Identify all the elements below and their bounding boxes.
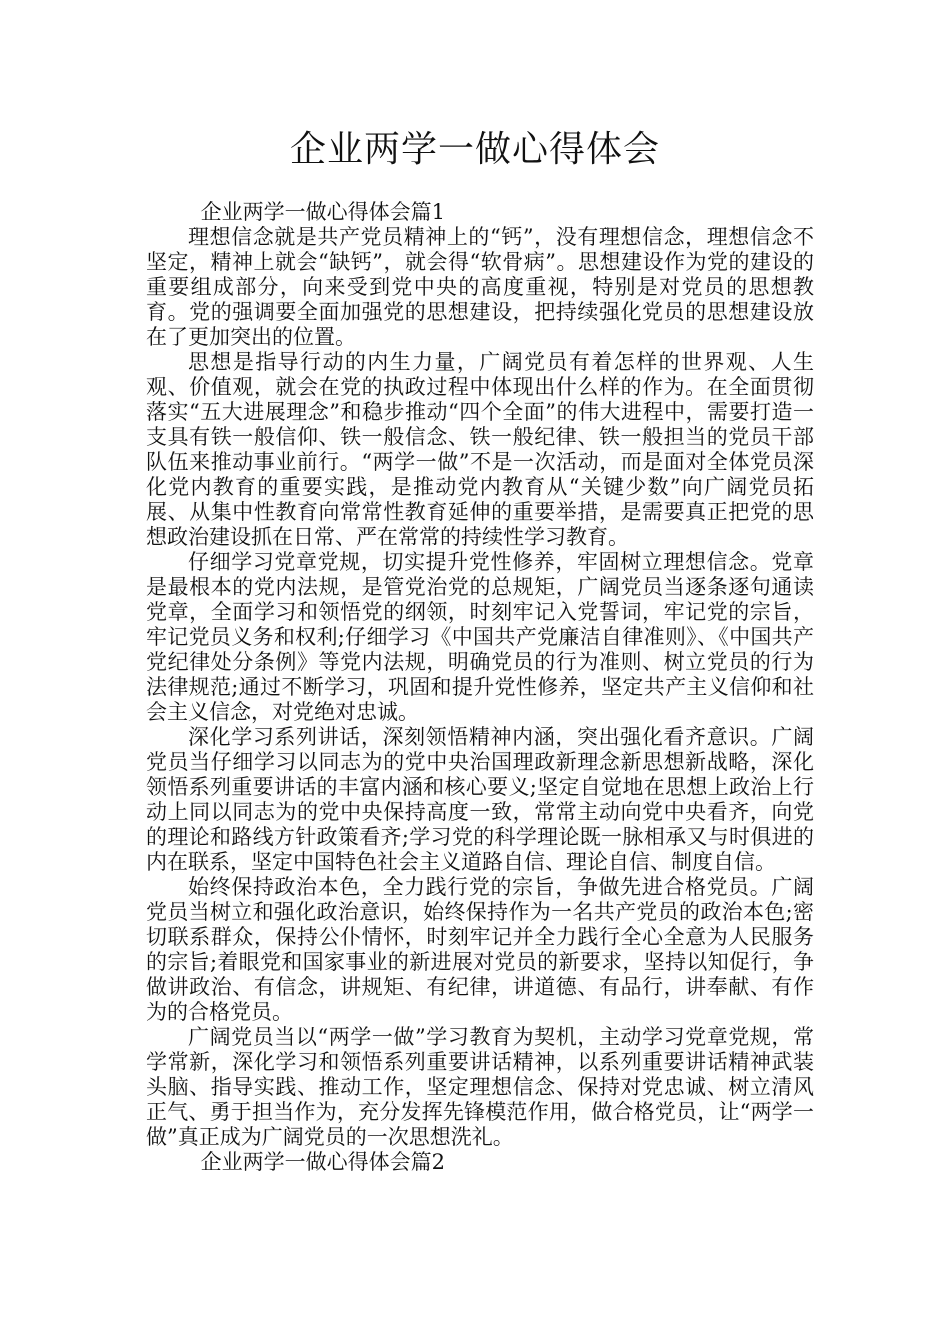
- section-heading-2: 企业两学一做心得体会篇2: [200, 1150, 445, 1174]
- section-heading-1: 企业两学一做心得体会篇1: [200, 200, 445, 224]
- paragraph: 思想是指导行动的内生力量，广阔党员有着怎样的世界观、人生观、价值观，就会在党的执政过程中体现出什么样的作为。在全面贯彻落实“五大进展理念”和稳步推动“四个全面”的伟大进程中，需要打造一支具有铁一般信仰、铁一般信念、铁一般纪律、铁一般担当的党员干部队伍来推动事业前行。“两学一做”不是一次活动，而是面对全体党员深化党内教育的重要实践，是推动党内教育从“关键少数”向广阔党员拓展、从集中性教育向常常性教育延伸的重要举措，是需要真正把党的思想政治建设抓在日常、严在常常的持续性学习教育。: [146, 350, 814, 549]
- paragraph: 仔细学习党章党规，切实提升党性修养，牢固树立理想信念。党章是最根本的党内法规，是管党治党的总规矩，广阔党员当逐条逐句通读党章，全面学习和领悟党的纲领，时刻牢记入党誓词，牢记党的宗旨，牢记党员义务和权利;仔细学习《中国共产党廉洁自律准则》、《中国共产党纪律处分条例》等党内法规，明确党员的行为准则、树立党员的行为法律规范;通过不断学习，巩固和提升党性修养，坚定共产主义信仰和社会主义信念，对党绝对忠诚。: [146, 550, 814, 724]
- document-body: [146, 200, 814, 1175]
- document-title: 企业两学一做心得体会: [289, 129, 660, 170]
- paragraph: 始终保持政治本色，全力践行党的宗旨，争做先进合格党员。广阔党员当树立和强化政治意识，始终保持作为一名共产党员的政治本色;密切联系群众，保持公仆情怀，时刻牢记并全力践行全心全意为人民服务的宗旨;着眼党和国家事业的新进展对党员的新要求，坚持以知促行，争做讲政治、有信念，讲规矩、有纪律，讲道德、有品行，讲奉献、有作为的合格党员。: [146, 875, 814, 1024]
- paragraph: 广阔党员当以“两学一做”学习教育为契机，主动学习党章党规，常学常新，深化学习和领悟系列重要讲话精神，以系列重要讲话精神武装头脑、指导实践、推动工作，坚定理想信念、保持对党忠诚、树立清风正气、勇于担当作为，充分发挥先锋模范作用，做合格党员，让“两学一做”真正成为广阔党员的一次思想洗礼。: [146, 1025, 814, 1149]
- paragraph: 理想信念就是共产党员精神上的“钙”，没有理想信念，理想信念不坚定，精神上就会“缺钙”，就会得“软骨病”。思想建设作为党的建设的重要组成部分，向来受到党中央的高度重视，特别是对党员的思想教育。党的强调要全面加强党的思想建设，把持续强化党员的思想建设放在了更加突出的位置。: [146, 225, 814, 349]
- paragraph: 深化学习系列讲话，深刻领悟精神内涵，突出强化看齐意识。广阔党员当仔细学习以同志为的党中央治国理政新理念新思想新战略，深化领悟系列重要讲话的丰富内涵和核心要义;坚定自觉地在思想上政治上行动上同以同志为的党中央保持高度一致，常常主动向党中央看齐，向党的理论和路线方针政策看齐;学习党的科学理论既一脉相承又与时俱进的内在联系，坚定中国特色社会主义道路自信、理论自信、制度自信。: [146, 725, 814, 874]
